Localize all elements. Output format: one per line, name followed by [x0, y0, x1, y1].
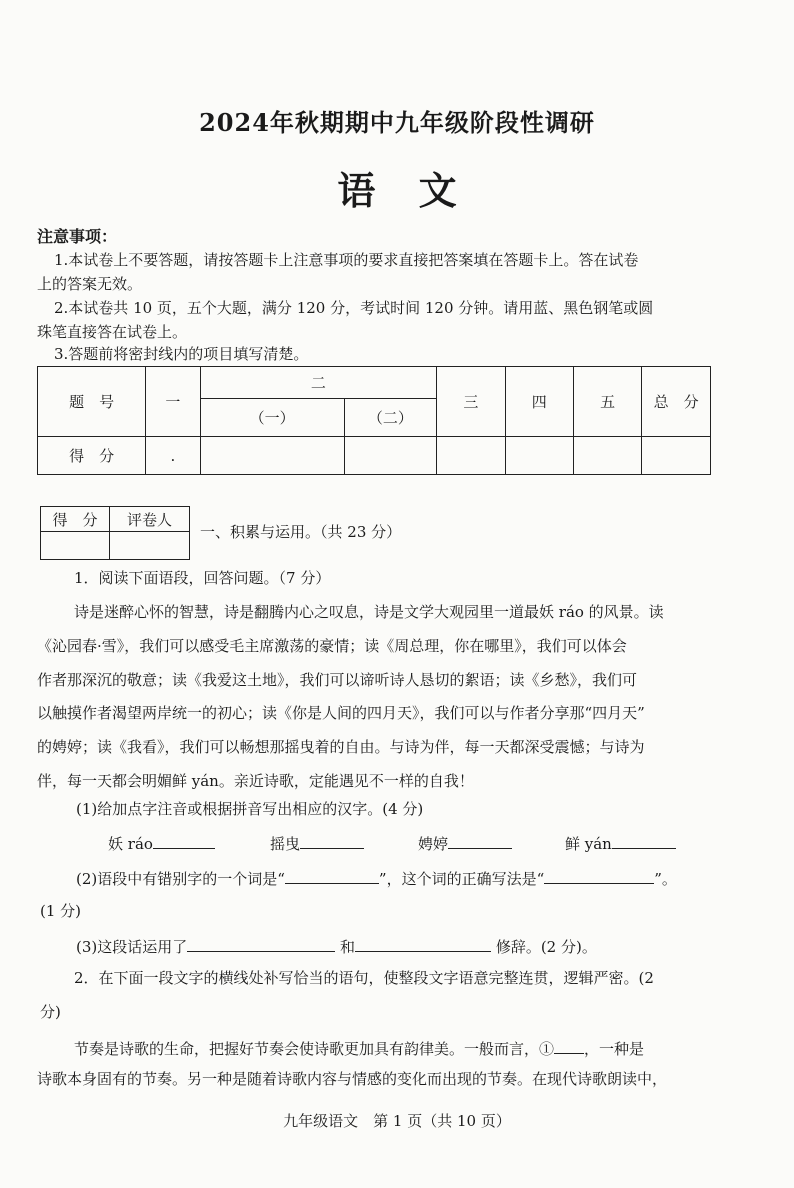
question-1-3-text-b: 和	[340, 938, 356, 956]
score-cell-2-2[interactable]	[344, 437, 436, 475]
pinyin-item-2	[270, 834, 364, 852]
passage-line-3: 作者那深沉的敬意；读《我爱这土地》，我们可以谛听诗人恳切的絮语；读《乡愁》，我们可	[37, 671, 638, 689]
question-1-prompt: 1．阅读下面语段，回答问题。（7 分）	[74, 569, 331, 587]
col-section-3: 三	[437, 367, 505, 437]
question-1-2-text-c: ”。	[654, 870, 677, 888]
correct-word-blank[interactable]	[544, 869, 654, 884]
passage-line-6: 伴，每一天都会明媚鲜 yán。亲近诗歌，定能遇见不一样的自我！	[37, 772, 474, 790]
subject-title: 语 文	[337, 168, 457, 213]
passage-line-2: 《沁园春·雪》，我们可以感受毛主席激荡的豪情；读《周总理，你在哪里》，我们可以体会	[37, 637, 627, 655]
question-1-3-text-c: 修辞。(2 分)。	[495, 938, 597, 956]
notice-item-2-line-1: 2.本试卷共 10 页，五个大题，满分 120 分，考试时间 120 分钟。请用蓝、黑色钢笔或圆	[54, 299, 654, 317]
col-section-5: 五	[573, 367, 641, 437]
rhetoric-blank-2[interactable]	[355, 937, 491, 952]
notice-item-2-line-2: 珠笔直接答在试卷上。	[37, 323, 188, 341]
exam-title: 2024年秋期期中九年级阶段性调研	[199, 108, 595, 137]
score-cell-total[interactable]	[642, 437, 711, 475]
pinyin-item-4-label: 鲜 yán	[565, 835, 612, 853]
question-1-1-prompt: (1)给加点字注音或根据拼音写出相应的汉字。(4 分)	[76, 800, 424, 818]
question-2-text-line-1	[74, 1039, 644, 1057]
wrong-word-blank[interactable]	[285, 869, 379, 884]
score-cell-3[interactable]	[437, 437, 505, 475]
grader-score-cell[interactable]	[41, 532, 110, 560]
pinyin-item-4	[565, 834, 676, 852]
notice-item-1-line-2: 上的答案无效。	[37, 275, 143, 293]
pinyin-item-3	[418, 834, 512, 852]
question-2-text-line-2: 诗歌本身固有的节奏。另一种是随着诗歌内容与情感的变化而出现的节奏。在现代诗歌朗读中，	[37, 1070, 668, 1088]
col-section-4: 四	[505, 367, 573, 437]
col-section-1: 一	[146, 367, 201, 437]
question-1-2-score: (1 分)	[40, 902, 82, 920]
col-section-2-part-2: （二）	[344, 399, 436, 437]
question-2-prompt-line-2: 分)	[40, 1003, 61, 1021]
pinyin-answer-4[interactable]	[612, 834, 676, 849]
pinyin-answer-3[interactable]	[448, 834, 512, 849]
grader-name-cell[interactable]	[110, 532, 190, 560]
notice-heading: 注意事项：	[37, 227, 118, 246]
pinyin-answer-1[interactable]	[153, 834, 215, 849]
passage-line-1: 诗是迷醉心怀的智慧，诗是翻腾内心之叹息，诗是文学大观园里一道最妖 ráo 的风景。读	[74, 603, 664, 621]
col-total: 总 分	[642, 367, 711, 437]
pinyin-item-1	[108, 834, 215, 852]
section-1-heading: 一、积累与运用。（共 23 分）	[200, 523, 402, 541]
pinyin-item-3-label: 娉婷	[418, 835, 449, 853]
grader-score-label: 得 分	[41, 507, 110, 532]
question-number-label: 题 号	[38, 367, 146, 437]
score-cell-4[interactable]	[505, 437, 573, 475]
pinyin-answer-2[interactable]	[300, 834, 364, 849]
rhetoric-blank-1[interactable]	[187, 937, 335, 952]
grader-name-label: 评卷人	[110, 507, 190, 532]
question-2-prompt-line-1: 2．在下面一段文字的横线处补写恰当的语句，使整段文字语意完整连贯，逻辑严密。(2	[74, 969, 654, 987]
question-1-2-text-b: ”，这个词的正确写法是“	[378, 870, 545, 888]
passage-line-4: 以触摸作者渴望两岸统一的初心；读《你是人间的四月天》，我们可以与作者分享那“四月天”	[37, 704, 645, 722]
score-cell-2-1[interactable]	[200, 437, 344, 475]
notice-item-3: 3.答题前将密封线内的项目填写清楚。	[54, 345, 309, 363]
col-section-2: 二	[200, 367, 436, 399]
question-1-3	[76, 937, 597, 955]
page-footer: 九年级语文 第 1 页（共 10 页）	[283, 1112, 511, 1130]
question-1-2-text-a: (2)语段中有错别字的一个词是“	[76, 870, 285, 888]
question-1-2	[76, 869, 677, 887]
score-row-label: 得 分	[38, 437, 146, 475]
passage-line-5: 的娉婷；读《我看》，我们可以畅想那摇曳着的自由。与诗为伴，每一天都深受震憾；与诗为	[37, 738, 645, 756]
col-section-2-part-1: （一）	[200, 399, 344, 437]
score-table	[37, 366, 711, 475]
question-1-3-text-a: (3)这段话运用了	[76, 938, 188, 956]
pinyin-item-2-label: 摇曳	[270, 835, 301, 853]
grader-box	[40, 506, 190, 560]
notice-item-1-line-1: 1.本试卷上不要答题，请按答题卡上注意事项的要求直接把答案填在答题卡上。答在试卷	[54, 251, 639, 269]
score-cell-1[interactable]: .	[146, 437, 201, 475]
question-2-text-a: 节奏是诗歌的生命，把握好节奏会使诗歌更加具有韵律美。一般而言，①	[74, 1040, 555, 1058]
question-2-text-b: ，一种是	[584, 1040, 645, 1058]
score-cell-5[interactable]	[573, 437, 641, 475]
pinyin-item-1-label: 妖 ráo	[108, 835, 153, 853]
question-2-blank-1[interactable]	[554, 1039, 584, 1054]
